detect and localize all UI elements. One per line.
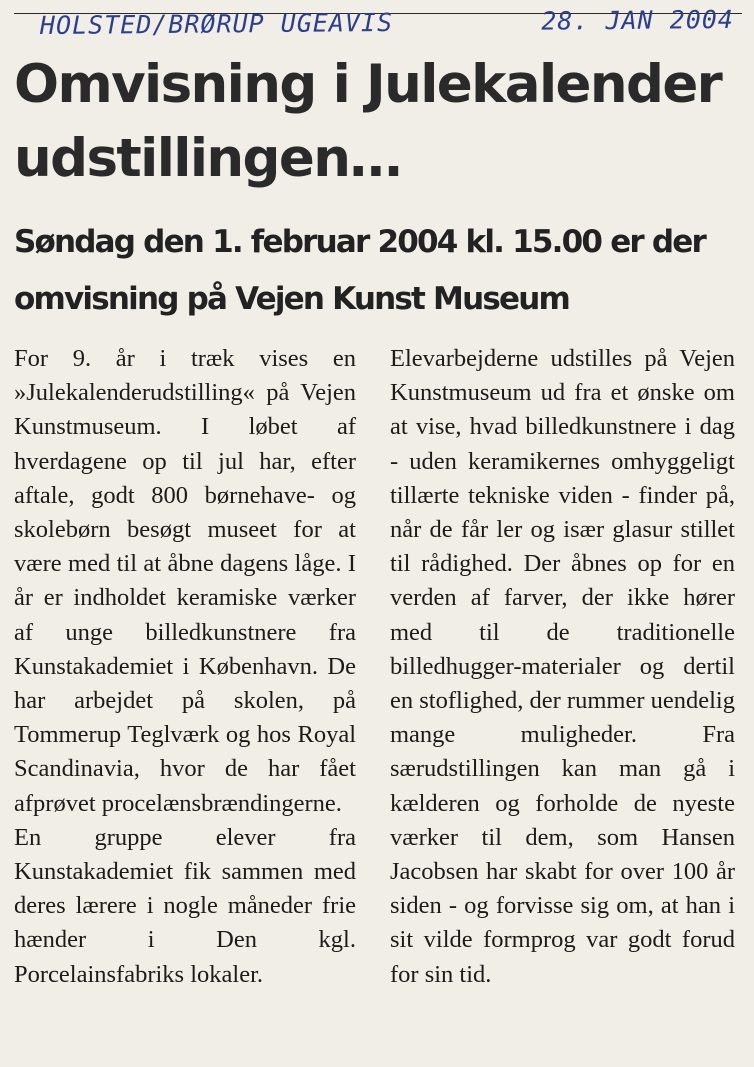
paragraph: Elevarbejderne udstilles på Vejen Kunstmuseum ud fra et ønske om at vise, hvad billedkunstnere i dag - uden keramikernes omhyggeligt tillærte tekniske viden - finder på, når de får ler og især glasur stillet til rådighed. Der åbnes op for en verden af farver, der ikke hører med til de traditionelle billedhugger-materialer og dertil en stoflighed, der rummer uendelig mange muligheder. Fra særudstillingen kan man gå i kælderen og forholde de nyeste værker til dem, som Hansen Jacobsen har skabt for over 100 år siden - og forvisse sig om, at han i sit vilde formprog var godt forud for sin tid. [390, 345, 735, 988]
subheadline: Søndag den 1. februar 2004 kl. 15.00 er der omvisning på Vejen Kunst Museum [14, 224, 706, 317]
column-right [390, 342, 735, 992]
column-left [14, 342, 356, 992]
date-note: 28. JAN 2004 [541, 4, 735, 36]
paragraph: For 9. år i træk vises en »Julekalenderudstilling« på Vejen Kunstmuseum. I løbet af hverdagene op til jul har, efter aftale, godt 800 børnehave- og skolebørn besøgt museet for at være med til at åbne dagens låge. I år er indholdet keramiske værker af unge billedkunstnere fra Kunstakademiet i København. De har arbejdet på skolen, på Tommerup Teglværk og hos Royal Scandinavia, hvor de har fået afprøvet procelænsbrændingerne. [14, 345, 356, 817]
headline: Omvisning i Julekalender udstillingen… [14, 54, 722, 189]
paragraph: En gruppe elever fra Kunstakademiet fik sammen med deres lærere i nogle måneder frie hænder i Den kgl. Porcelainsfabriks lokaler. [14, 823, 356, 988]
source-note: HOLSTED/BRØRUP UGEAVIS [39, 7, 394, 41]
